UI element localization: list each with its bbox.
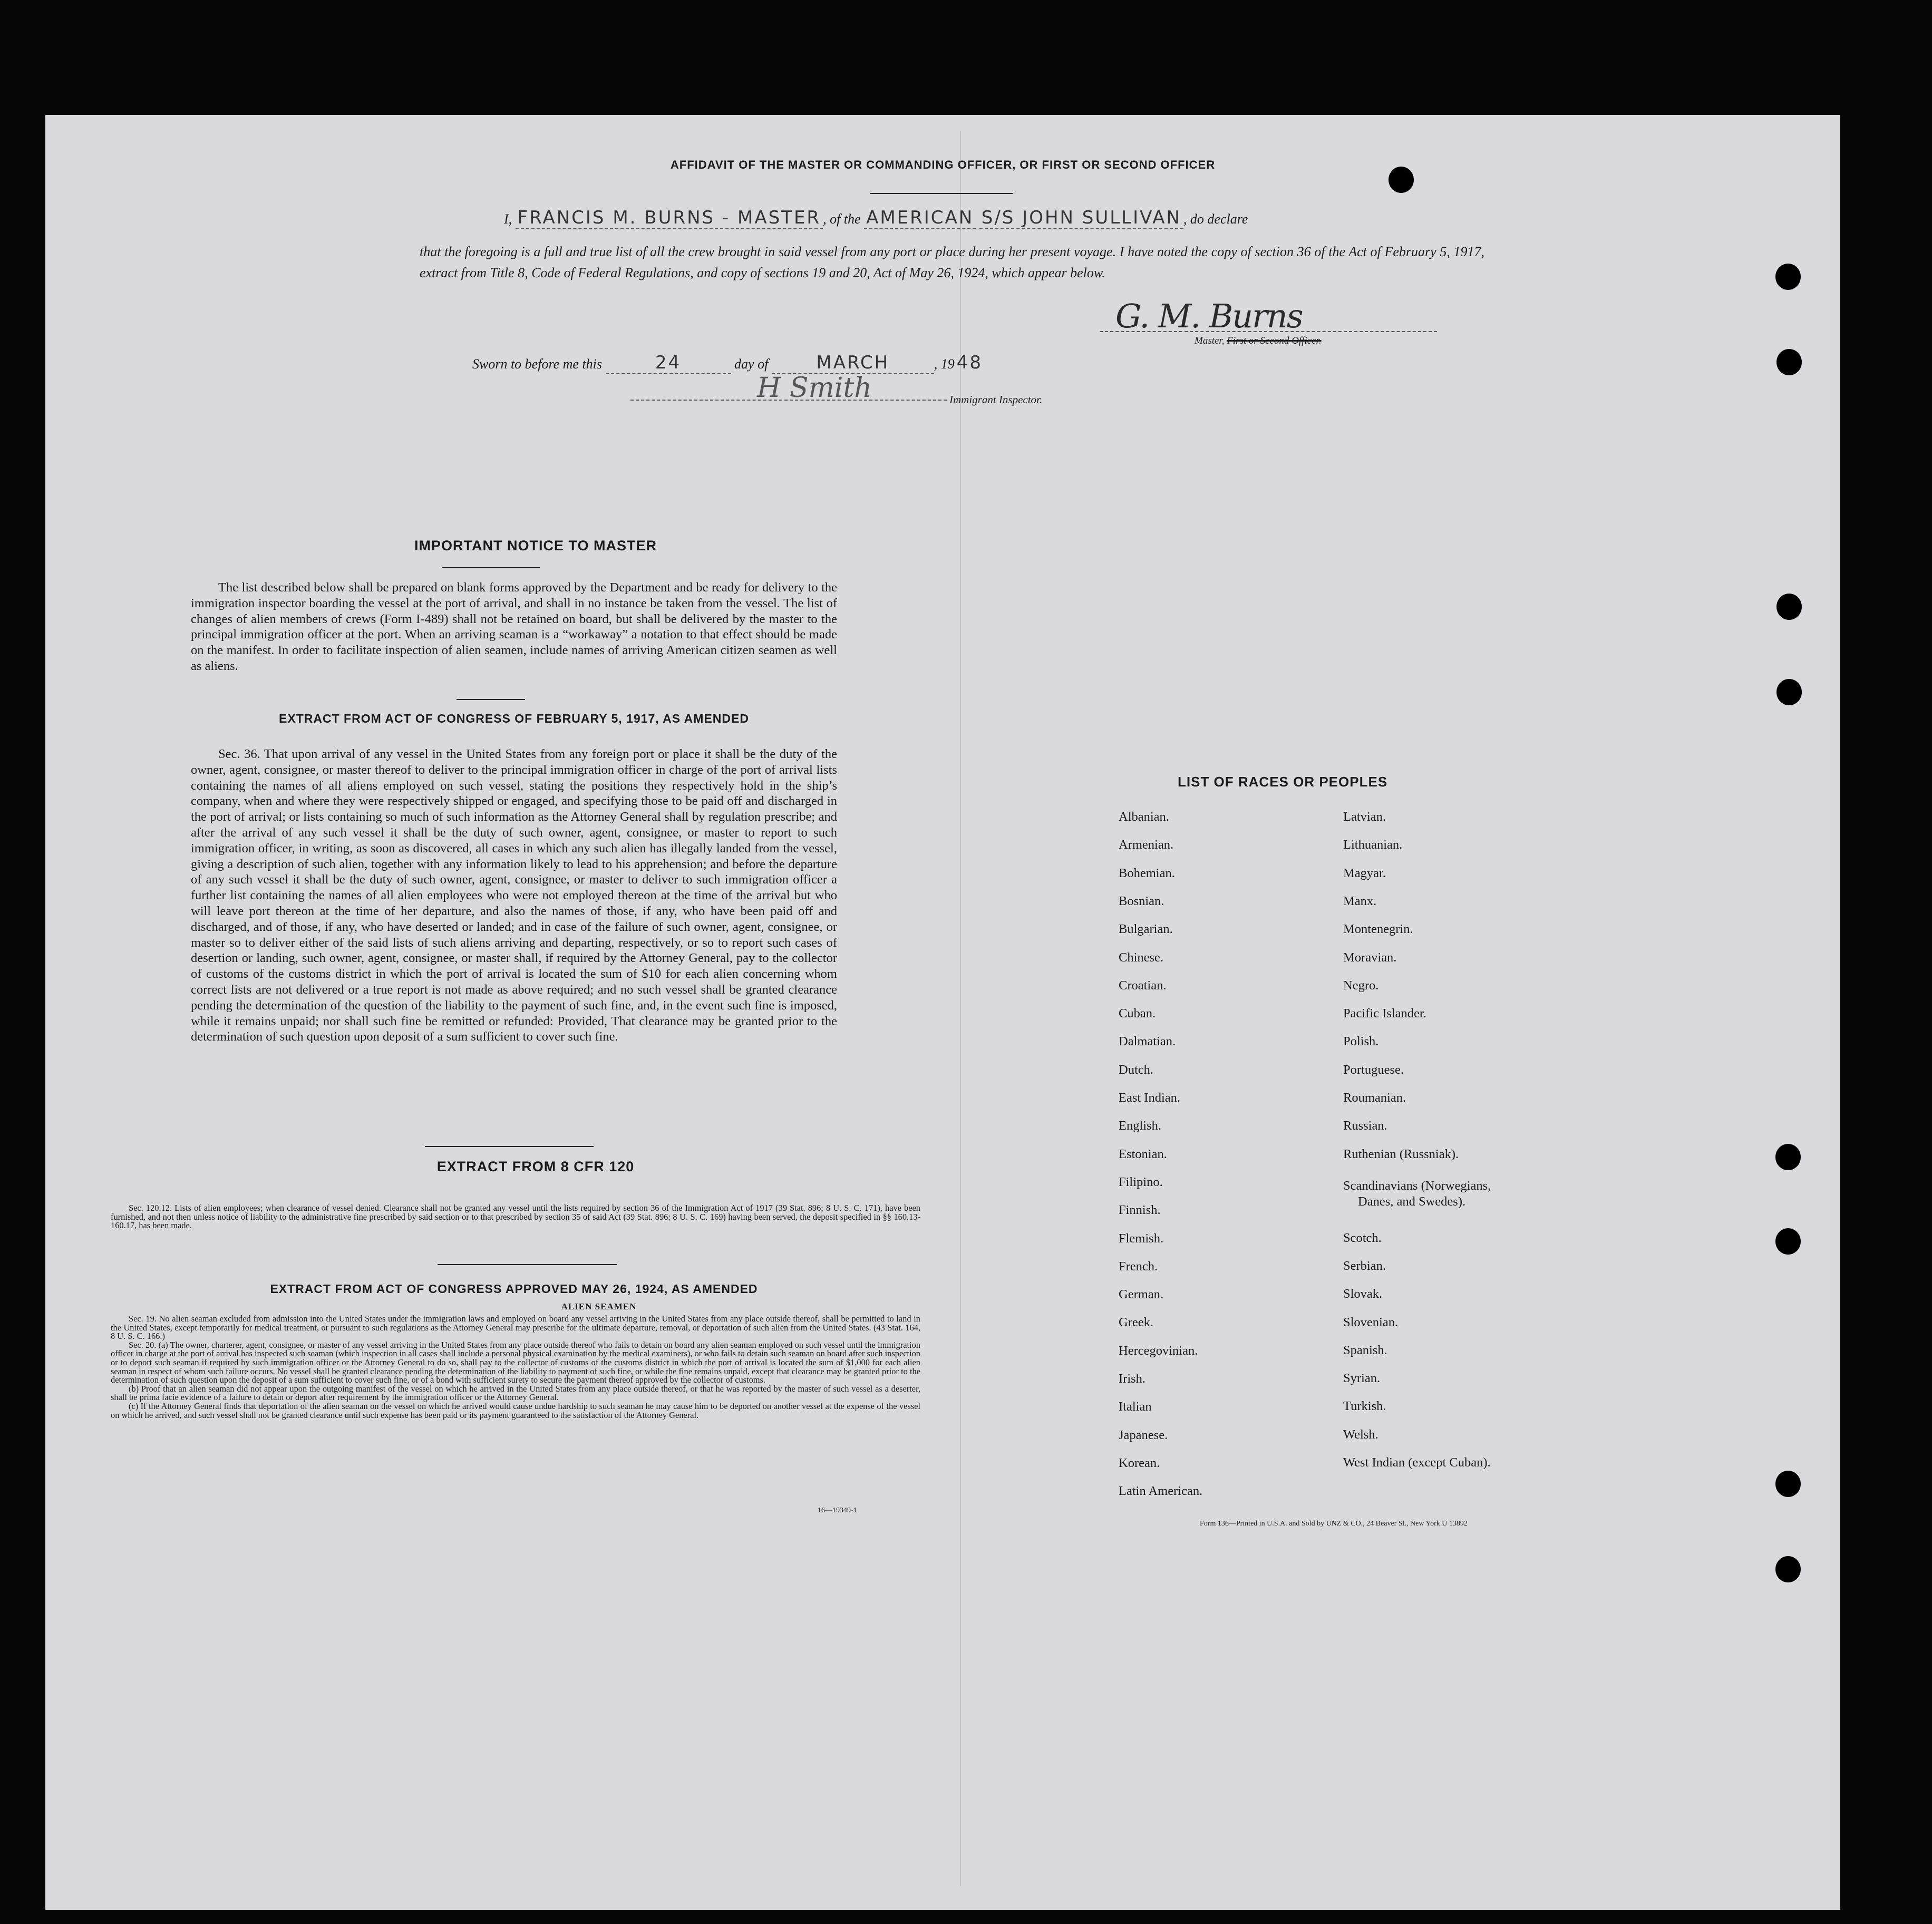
race-item: Turkish. <box>1343 1399 1386 1414</box>
race-item: Bohemian. <box>1119 866 1175 880</box>
race-item: Japanese. <box>1119 1427 1168 1442</box>
extract-cfr-body <box>111 1204 920 1230</box>
vessel-name: S/S JOHN SULLIVAN <box>979 207 1183 229</box>
master-caption-text: Master, <box>1195 335 1225 346</box>
inspector-signature: H Smith <box>757 372 872 404</box>
race-item: East Indian. <box>1119 1091 1181 1105</box>
race-item: Greek. <box>1119 1315 1153 1330</box>
race-item: Latvian. <box>1343 810 1386 824</box>
sworn-day: 24 <box>606 352 731 374</box>
race-item: Croatian. <box>1119 978 1167 993</box>
race-item: Korean. <box>1119 1455 1160 1470</box>
extract-1917-body <box>191 746 837 1045</box>
race-item: Scandinavians (Norwegians, <box>1343 1178 1491 1193</box>
sworn-prefix: Sworn to before me this <box>472 356 603 372</box>
race-item: West Indian (except Cuban). <box>1343 1455 1491 1470</box>
race-item: Spanish. <box>1343 1343 1387 1357</box>
race-item: Portuguese. <box>1343 1062 1404 1077</box>
sworn-year: 48 <box>956 352 983 373</box>
notice-title: IMPORTANT NOTICE TO MASTER <box>414 538 657 553</box>
inspector-caption: Immigrant Inspector. <box>949 393 1043 406</box>
sworn-year-prefix: , 19 <box>934 356 955 372</box>
affidavit-title: AFFIDAVIT OF THE MASTER OR COMMANDING OFFICER, OR FIRST OR SECOND OFFICER <box>670 158 1216 171</box>
punch-hole <box>1775 1471 1801 1497</box>
race-item: Welsh. <box>1343 1427 1378 1442</box>
race-item: Russian. <box>1343 1119 1387 1133</box>
race-item: Slovak. <box>1343 1287 1383 1301</box>
notice-body <box>191 580 837 674</box>
sec20a-text: Sec. 20. (a) The owner, charterer, agent, consignee, or master of any vessel arriving in the United States from any place outside thereof who fails to detain on board any alien seaman employed on such vessel until the immigration officer in charge at the port of arrival has inspected such seaman (which inspection in all cases shall include a personal physical examination by the medical examiners), or who fails to detain such seaman on board after such inspection or to deport such seaman if required by such immigration officer or the Attorney General to do so, shall pay to the collector of customs of the customs district in which the port of arrival is located the sum of $1,000 for each alien seaman in respect of whom such failure occurs. No vessel shall be granted clearance pending the determination of the liability to payment of such fine, or while the fine remains unpaid, except that clearance may be granted prior to the determination of such question upon the deposit of a sum sufficient to cover such fine, or of a bond with sufficient surety to secure the payment thereof approved by the collector of customs. <box>111 1339 920 1385</box>
race-item: Dutch. <box>1119 1062 1153 1077</box>
master-caption <box>1195 335 1322 347</box>
declaration-of-the: , of the <box>823 211 861 227</box>
extract-1924-title: EXTRACT FROM ACT OF CONGRESS APPROVED MAY 26, 1924, AS AMENDED <box>270 1282 758 1296</box>
race-item: Ruthenian (Russniak). <box>1343 1146 1459 1161</box>
declaration-body: that the foregoing is a full and true list of all the crew brought in said vessel from any port or place during her present voyage. I have noted the copy of section 36 of the Act of February 5, 1917, extract from Title 8, Code of Federal Regulations, and copy of sections 19 and 20, Act of May 26, 1924, which appear below. <box>420 244 1484 280</box>
races-title: LIST OF RACES OR PEOPLES <box>1178 774 1388 790</box>
extract-1917-text: Sec. 36. That upon arrival of any vessel in the United States from any foreign port or place it shall be the duty of the owner, agent, consignee, or master thereof to deliver to the principal immigration officer in charge of the port of arrival lists containing the names of all aliens employed on such vessel, stating the positions they respectively hold in the ship’s company, when and where they were respectively shipped or engaged, and specifying those to be paid off and discharged in the port of arrival; or lists containing so much of such information as the Attorney General shall by regulation prescribe; and after the arrival of any such vessel it shall be the duty of such owner, agent, consignee, or master to report to such immigration officer, in writing, as soon as discovered, all cases in which any such alien has illegally landed from the vessel, giving a description of such alien, together with any information likely to lead to his apprehension; and before the departure of any such vessel it shall be the duty of such owner, agent, consignee, or master to deliver to such immigration officer a further list containing the names of all alien employees who were not employed thereon at the time of the arrival but who will leave port thereon at the time of her departure, and also the names of those, if any, who have been paid off and discharged, and of those, if any, who have deserted or landed; and in case of the failure of such owner, agent, consignee, or master so to deliver either of the said lists of such aliens arriving and departing, respectively, or so to report such cases of desertion or landing, such owner, agent, consignee, or master shall, if required by the Attorney General, pay to the collector of customs of the customs district in which the port of arrival is located the sum of $10 for each alien concerning whom correct lists are not delivered or a true report is not made as above required; and no such vessel shall be granted clearance pending the determination of the question of the liability to the payment of such fine, and, in the event such fine is imposed, while it remains unpaid; nor shall such fine be remitted or refunded: Provided, That clearance may be granted prior to the determination of such question upon deposit of a sum sufficient to cover such fine. <box>191 747 837 1044</box>
punch-hole <box>1775 264 1801 290</box>
race-item: Latin American. <box>1119 1484 1203 1499</box>
race-item: Chinese. <box>1119 950 1164 965</box>
race-item: Serbian. <box>1343 1258 1386 1273</box>
punch-hole <box>1776 679 1802 705</box>
signature-line <box>1100 331 1437 332</box>
race-item: French. <box>1119 1259 1158 1274</box>
race-item: Pacific Islander. <box>1343 1006 1426 1021</box>
divider <box>438 1264 617 1265</box>
race-item: Manx. <box>1343 893 1377 908</box>
race-item: Bulgarian. <box>1119 922 1173 937</box>
race-item: Slovenian. <box>1343 1315 1399 1329</box>
divider <box>442 567 540 568</box>
alien-seamen-subtitle: ALIEN SEAMEN <box>561 1301 637 1311</box>
divider <box>870 193 1013 194</box>
sworn-line <box>472 352 985 374</box>
sworn-day-of: day of <box>734 356 769 372</box>
race-item: Scotch. <box>1343 1230 1382 1245</box>
sec20c-text: (c) If the Attorney General finds that deportation of the alien seaman on the vessel on which he arrived would cause undue hardship to such seaman he may cause him to be deported on another vessel at the expense of the vessel on which he arrived, and such vessel shall not be granted clearance until such expense has been paid or its payment guaranteed to the satisfaction of the Attorney General. <box>111 1401 920 1420</box>
declaration-i: I, <box>504 211 512 227</box>
punch-hole <box>1775 1144 1801 1170</box>
race-item: German. <box>1119 1287 1164 1302</box>
master-name: FRANCIS M. BURNS - MASTER <box>516 207 823 229</box>
form-footer: Form 136—Printed in U.S.A. and Sold by UNZ & CO., 24 Beaver St., New York U 13892 <box>1200 1520 1468 1528</box>
document-page <box>45 115 1840 1910</box>
race-item: Irish. <box>1119 1372 1146 1386</box>
declaration-first-line <box>504 207 1469 228</box>
race-item: Polish. <box>1343 1034 1379 1049</box>
race-item: Albanian. <box>1119 810 1169 824</box>
notice-text: The list described below shall be prepared on blank forms approved by the Department and be ready for delivery to the immigration inspector boarding the vessel at the port of arrival, and shall in no instance be taken from the vessel. The list of changes of alien members of crews (Form I-489) shall not be retained on board, but shall be delivered by the master to the principal immigration officer at the port. When an arriving seaman is a “workaway” a notation to that effect should be made on the manifest. In order to facilitate inspection of alien seamen, include names of arriving American citizen seamen as well as aliens. <box>191 580 837 673</box>
race-item: Lithuanian. <box>1343 838 1403 852</box>
vessel-nationality: AMERICAN <box>864 207 976 229</box>
race-item: Armenian. <box>1119 838 1174 852</box>
punch-hole <box>1775 1556 1801 1582</box>
race-item: Cuban. <box>1119 1006 1156 1021</box>
sec20b-text: (b) Proof that an alien seaman did not appear upon the outgoing manifest of the vessel on which he arrived in the United States from any place outside thereof, or that he was reported by the master of such vessel as a deserter, shall be prima facie evidence of a failure to detain or deport after requirement by the immigration officer or the Attorney General. <box>111 1383 920 1403</box>
sworn-month: MARCH <box>772 352 934 374</box>
race-item: Moravian. <box>1343 950 1397 965</box>
declaration-do-declare: , do declare <box>1183 211 1248 227</box>
form-number: 16—19349-1 <box>818 1507 857 1514</box>
divider <box>457 699 525 700</box>
race-item: Syrian. <box>1343 1371 1381 1386</box>
race-item: Estonian. <box>1119 1146 1167 1161</box>
inspector-signature-line <box>630 400 947 401</box>
extract-1924-body <box>111 1315 920 1420</box>
punch-hole <box>1776 349 1802 375</box>
race-item: Italian <box>1119 1400 1152 1414</box>
race-item: Montenegrin. <box>1343 922 1413 937</box>
race-item: Dalmatian. <box>1119 1034 1176 1049</box>
race-item: Roumanian. <box>1343 1091 1406 1105</box>
race-item: Negro. <box>1343 978 1379 993</box>
punch-hole <box>1776 594 1802 620</box>
extract-cfr-text: Sec. 120.12. Lists of alien employees; when clearance of vessel denied. Clearance shall not be granted any vessel until the lists required by section 36 of the Immigration Act of 1917 (39 Stat. 896; 8 U. S. C. 171), have been furnished, and not then unless notice of liability to the administrative fine prescribed by said section or to that prescribed by section 35 of said Act (39 Stat. 896; 8 U. S. C. 169) having been served, the deposit specified in §§ 160.13-160.17, has been made. <box>111 1203 920 1231</box>
race-item: Filipino. <box>1119 1174 1163 1189</box>
sec19-text: Sec. 19. No alien seaman excluded from admission into the United States under the immigration laws and employed on board any vessel arriving in the United States from any place outside thereof, shall be permitted to land in the United States, except temporarily for medical treatment, or pursuant to such regulations as the Attorney General may prescribe for the ultimate departure, removal, or deportation of such alien from the United States. (43 Stat. 164, 8 U. S. C. 166.) <box>111 1314 920 1342</box>
declaration-text <box>420 241 1484 284</box>
race-item: English. <box>1119 1119 1161 1133</box>
race-item: Flemish. <box>1119 1231 1164 1246</box>
race-item: Finnish. <box>1119 1203 1161 1218</box>
master-signature: G. M. Burns <box>1115 297 1303 335</box>
race-item: Magyar. <box>1343 866 1386 880</box>
race-item: Hercegovinian. <box>1119 1343 1198 1358</box>
race-item: Danes, and Swedes). <box>1358 1194 1466 1209</box>
race-item: Bosnian. <box>1119 893 1164 908</box>
extract-cfr-title: EXTRACT FROM 8 CFR 120 <box>436 1159 635 1174</box>
punch-hole <box>1775 1228 1801 1255</box>
divider <box>425 1146 594 1147</box>
struck-caption: First or Second Officer. <box>1227 335 1322 346</box>
extract-1917-title: EXTRACT FROM ACT OF CONGRESS OF FEBRUARY 5, 1917, AS AMENDED <box>279 712 749 725</box>
